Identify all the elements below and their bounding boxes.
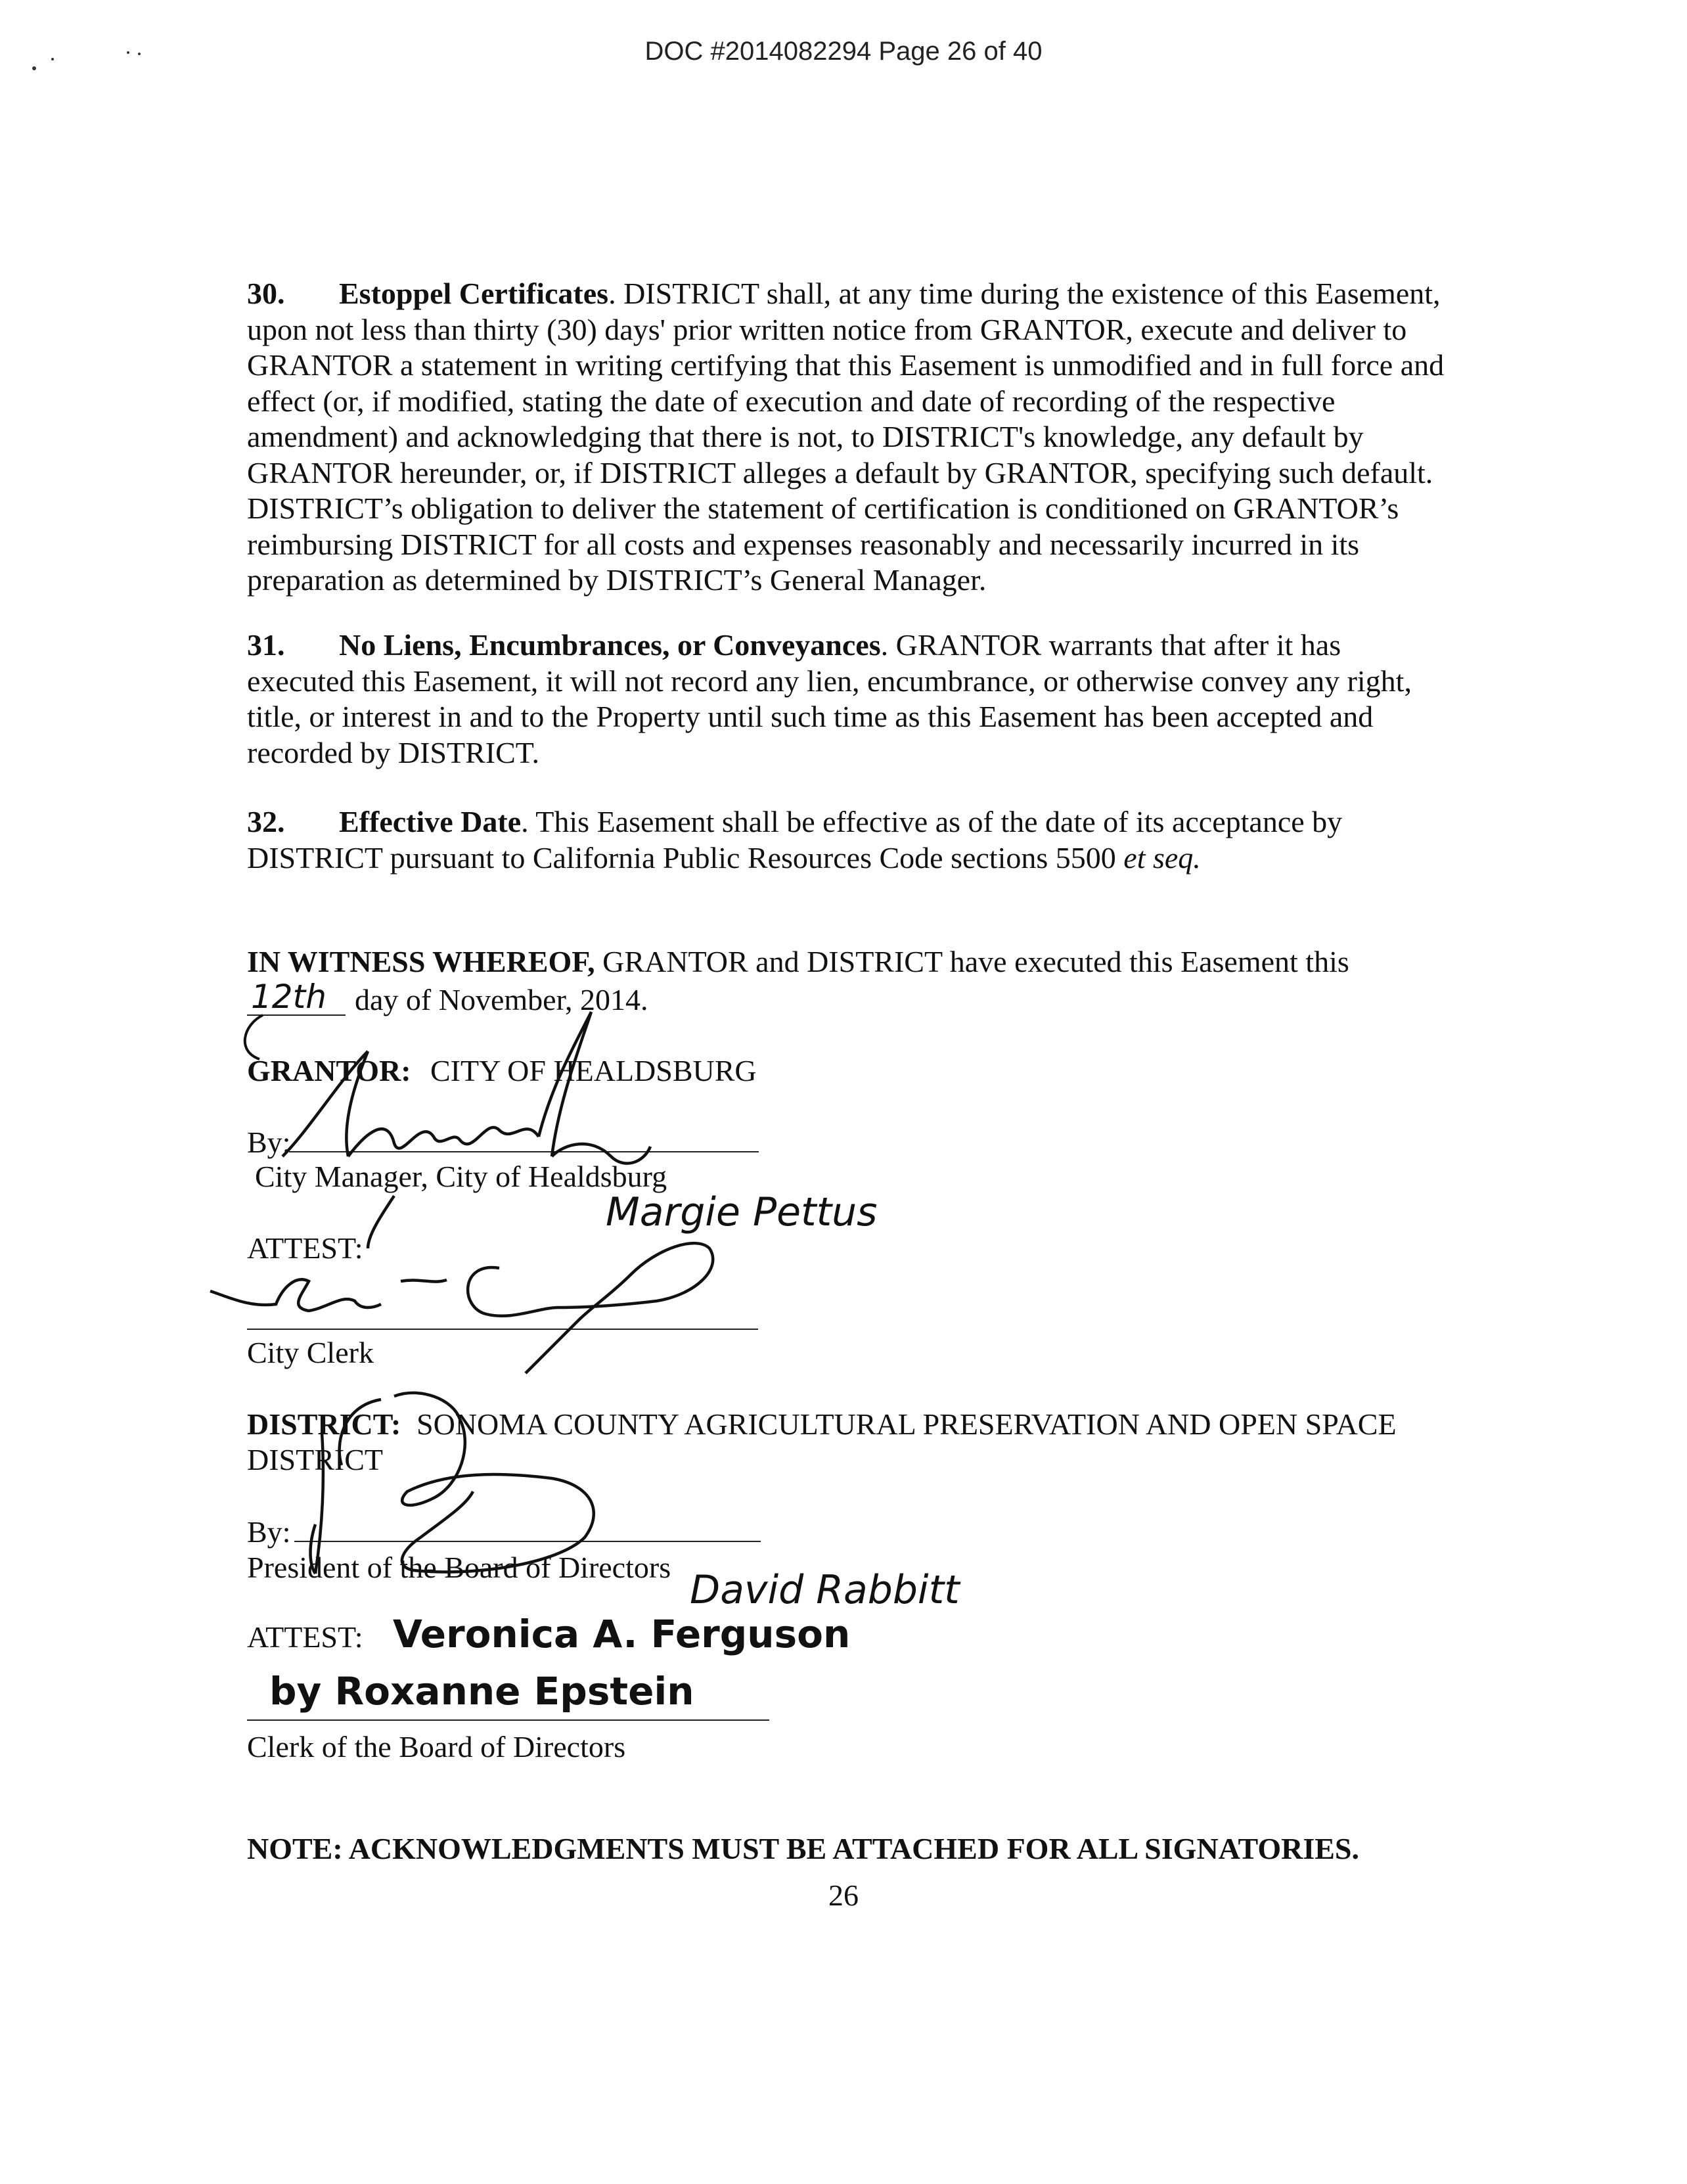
grantor-by-label: By:	[247, 1126, 291, 1159]
grantor-name: CITY OF HEALDSBURG	[430, 1054, 757, 1087]
grantor-title: City Manager, City of Healdsburg	[255, 1160, 667, 1193]
district-attest-handwritten-1: Veronica A. Ferguson	[393, 1612, 851, 1656]
section-number: 30.	[247, 277, 285, 310]
section-number: 32.	[247, 805, 285, 838]
witness-lead: IN WITNESS WHEREOF,	[247, 945, 595, 978]
document-header: DOC #2014082294 Page 26 of 40	[644, 37, 1043, 66]
section-heading: Estoppel Certificates	[339, 277, 609, 310]
section-heading: No Liens, Encumbrances, or Conveyances	[339, 628, 881, 662]
grantor-attest-label: ATTEST:	[247, 1231, 363, 1265]
grantor-signer-handwritten: Margie Pettus	[606, 1189, 878, 1235]
page-number: 26	[828, 1878, 859, 1912]
day-flourish-signature	[245, 1015, 263, 1059]
grantor-clerk-title: City Clerk	[247, 1336, 374, 1369]
day-handwritten: 12th	[251, 978, 326, 1016]
district-name-line2: DISTRICT	[247, 1443, 383, 1476]
city-manager-signature	[282, 1012, 650, 1248]
section-31: 31. No Liens, Encumbrances, or Conveyances. GRANTOR warrants that after it has executed this Easement, it will not record any lien, encumbrance, or otherwise convey any right, title, or interest in and to the Property until such time as this Easement has been accepted and recorded by DISTRICT.	[247, 628, 1412, 769]
district-label: DISTRICT:	[247, 1407, 401, 1441]
district-president-signature	[311, 1393, 594, 1574]
district-signer-handwritten: David Rabbitt	[690, 1567, 960, 1613]
section-number: 31.	[247, 628, 285, 662]
district-clerk-title: Clerk of the Board of Directors	[247, 1730, 626, 1763]
section-text: DISTRICT shall, at any time during the existence of this Easement, upon not less than thirty (30) days' prior written notice from GRANTOR, execute and deliver to GRANTOR a statement in writing certifying that this Easement is unmodified and in full force and effect (or, if modified, stating the date of execution and date of recording of the respective amendment) and acknowledging that there is not, to DISTRICT's knowledge, any default by GRANTOR hereunder, or, if DISTRICT alleges a default by GRANTOR, specifying such default. DISTRICT’s obligation to deliver the statement of certification is conditioned on GRANTOR’s reimbursing DISTRICT for all costs and expenses reasonably and necessarily incurred in its preparation as determined by DISTRICT’s General Manager.	[247, 277, 1445, 597]
grantor-label: GRANTOR:	[247, 1054, 411, 1087]
section-text: This Easement shall be effective as of the date of its acceptance by DISTRICT pursuant to California Public Resources Code sections 5500	[247, 805, 1343, 875]
district-attest-handwritten-2: by Roxanne Epstein	[269, 1669, 694, 1714]
section-text: GRANTOR warrants that after it has executed this Easement, it will not record any lien, encumbrance, or otherwise convey any right, title, or interest in and to the Property until such time as this Easement has been accepted and recorded by DISTRICT.	[247, 628, 1412, 769]
witness-date: day of November, 2014.	[355, 983, 648, 1016]
district-name-line1: SONOMA COUNTY AGRICULTURAL PRESERVATION AND OPEN SPACE	[416, 1407, 1397, 1441]
witness-text: GRANTOR and DISTRICT have executed this Easement this	[602, 945, 1349, 978]
section-heading: Effective Date	[339, 805, 522, 838]
district-title: President of the Board of Directors	[247, 1551, 671, 1584]
city-clerk-signature	[210, 1243, 713, 1373]
section-text-italic: et seq.	[1123, 840, 1201, 875]
district-by-label: By:	[247, 1515, 291, 1549]
district-attest-label: ATTEST:	[247, 1620, 363, 1654]
acknowledgment-note: NOTE: ACKNOWLEDGMENTS MUST BE ATTACHED FOR ALL SIGNATORIES.	[247, 1832, 1359, 1865]
section-30: 30. Estoppel Certificates. DISTRICT shall, at any time during the existence of this Easement, upon not less than thirty (30) days' prior written notice from GRANTOR, execute and deliver to GRANTOR a statement in writing certifying that this Easement is unmodified and in full force and effect (or, if modified, stating the date of execution and date of recording of the respective amendment) and acknowledging that there is not, to DISTRICT's knowledge, any default by GRANTOR hereunder, or, if DISTRICT alleges a default by GRANTOR, specifying such default. DISTRICT’s obligation to deliver the statement of certification is conditioned on GRANTOR’s reimbursing DISTRICT for all costs and expenses reasonably and necessarily incurred in its preparation as determined by DISTRICT’s General Manager.	[247, 277, 1445, 597]
section-32: 32. Effective Date. This Easement shall be effective as of the date of its acceptance by DISTRICT pursuant to California Public Resources Code sections 5500 et seq.	[247, 805, 1343, 875]
